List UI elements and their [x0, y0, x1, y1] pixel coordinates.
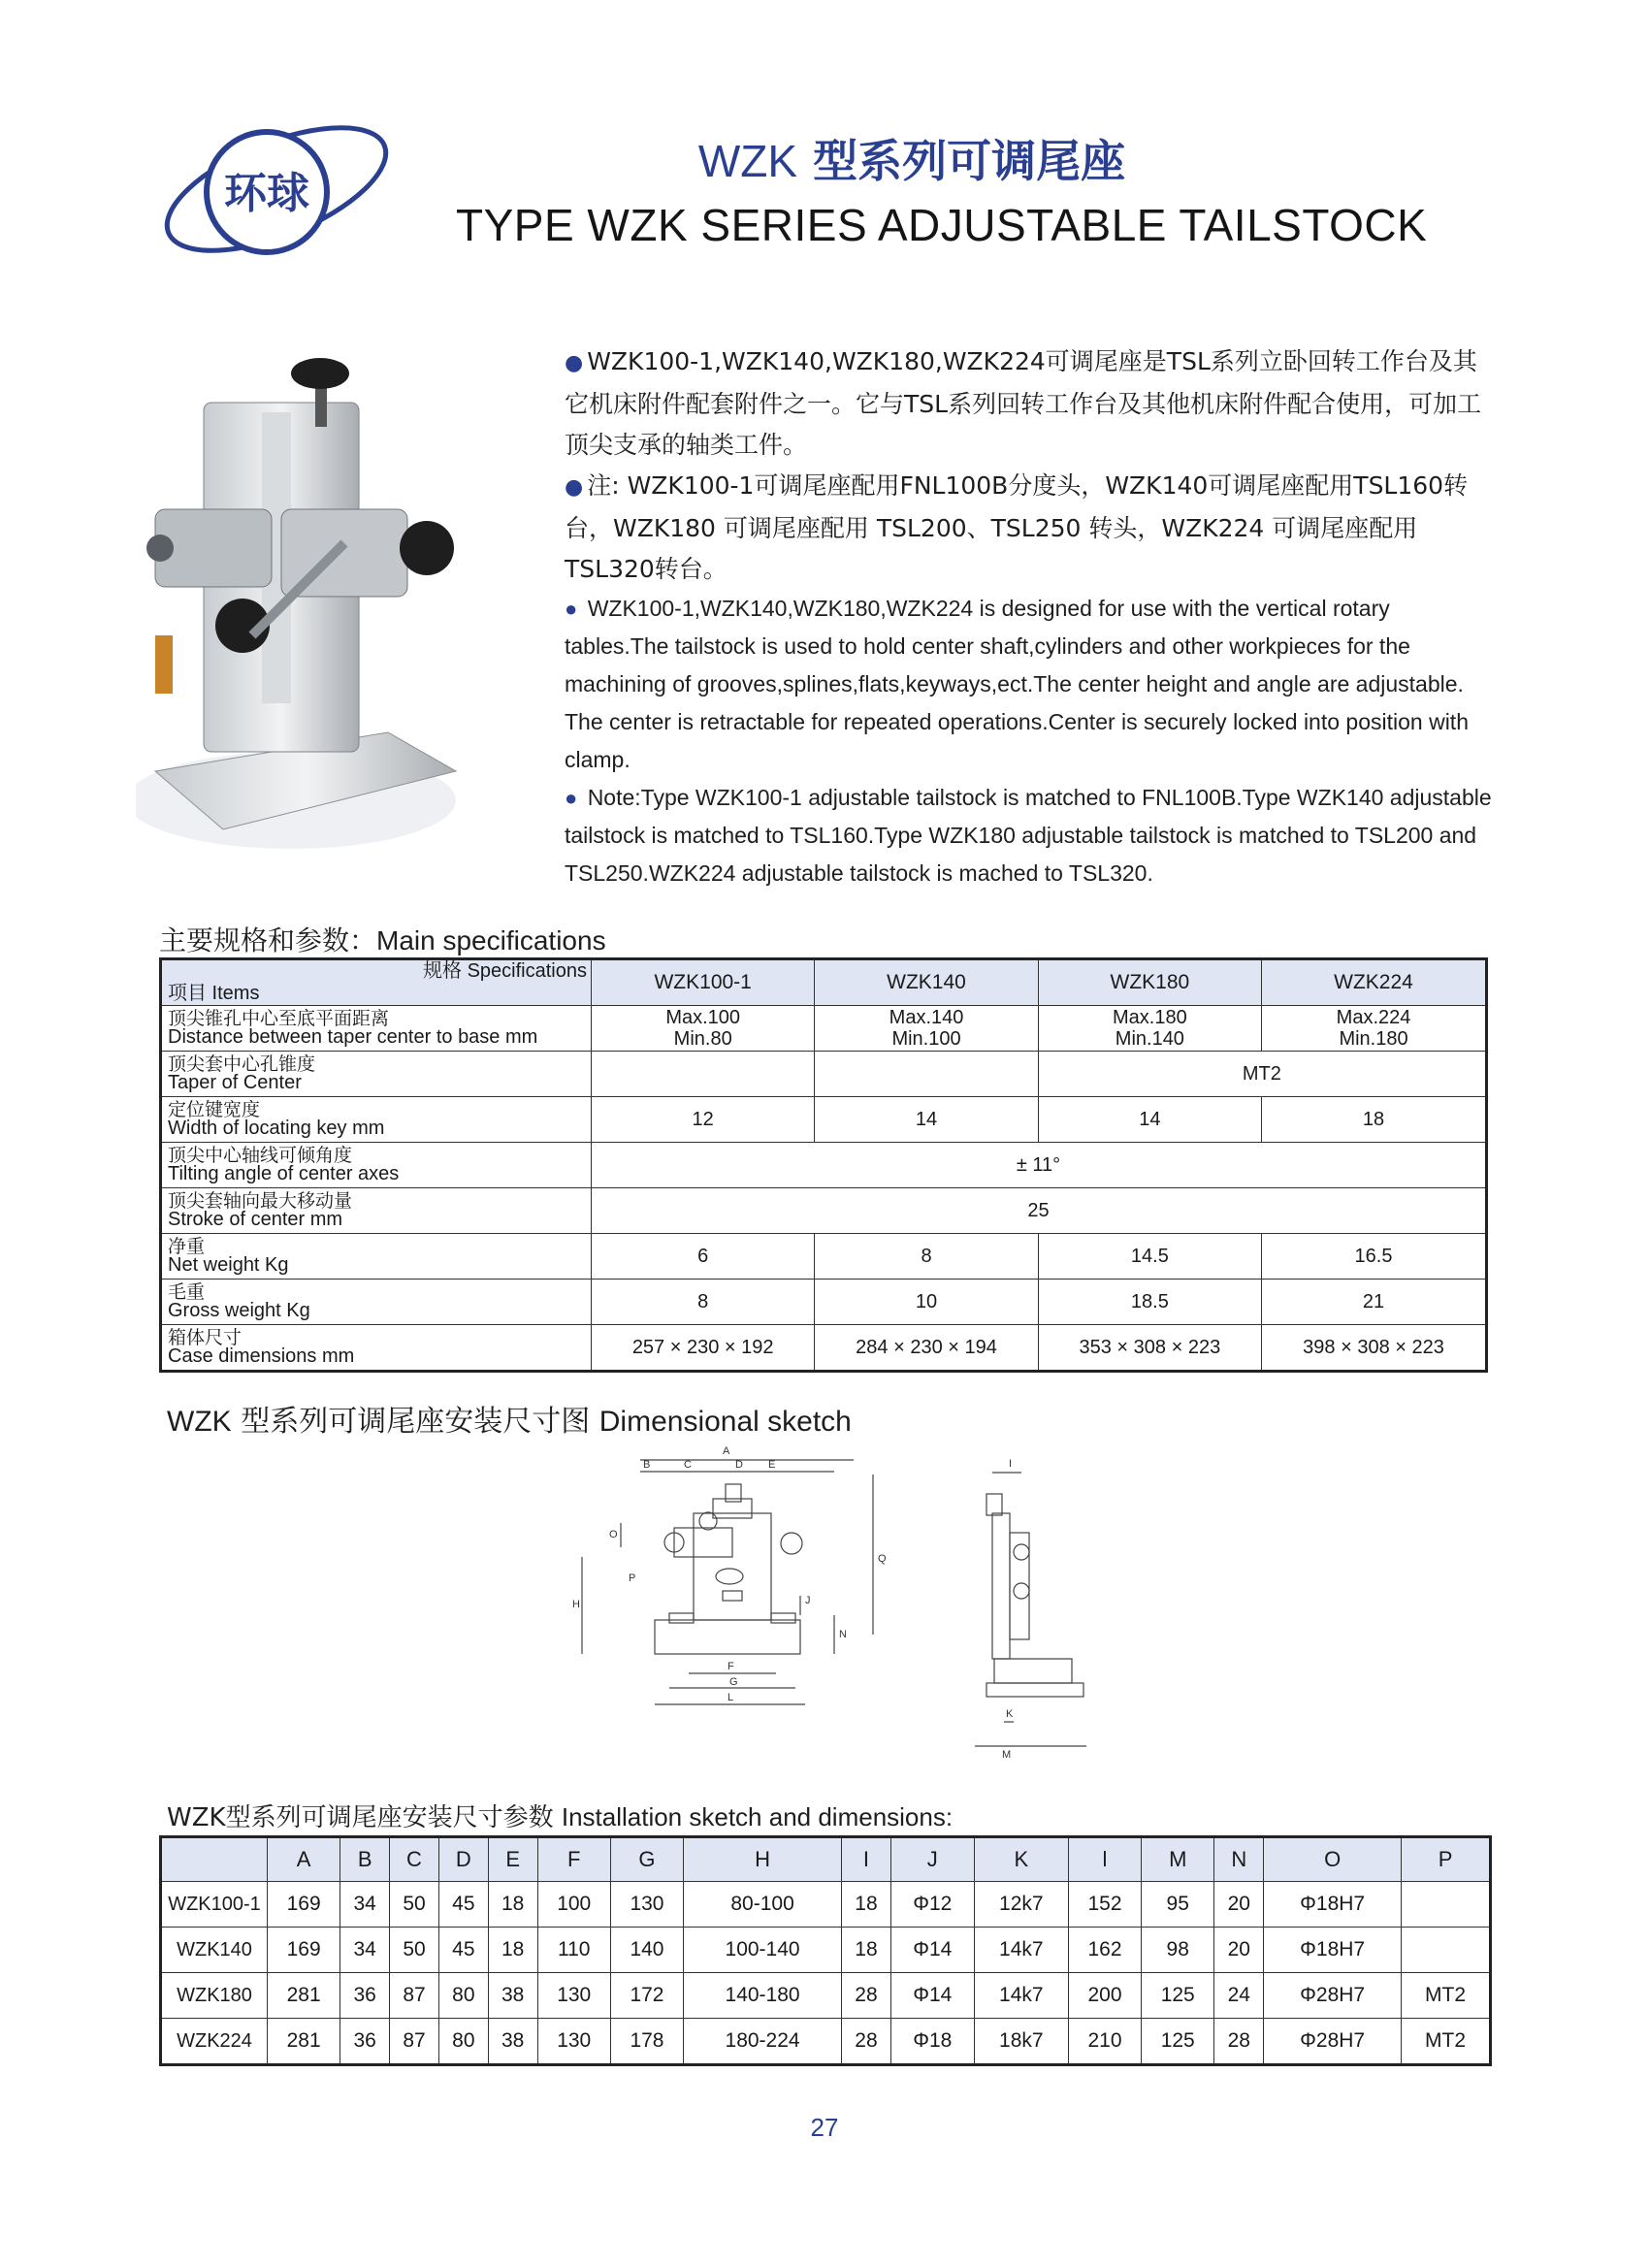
table-cell: 18 — [488, 1882, 537, 1928]
table-cell: 36 — [340, 2019, 390, 2065]
column-header: M — [1142, 1837, 1214, 1882]
dim-label: D — [735, 1459, 743, 1471]
spec-cell: Max.224 Min.180 — [1262, 1006, 1487, 1052]
spec-heading: 主要规格和参数：Main specifications — [159, 924, 606, 956]
column-header: G — [610, 1837, 683, 1882]
table-cell: 87 — [390, 2019, 439, 2065]
table-cell: 130 — [537, 1973, 610, 2019]
row-label: 毛重 Gross weight Kg — [161, 1280, 592, 1325]
table-cell: 36 — [340, 1973, 390, 2019]
table-cell: Φ12 — [890, 1882, 974, 1928]
intro-cn-1: ● WZK100-1,WZK140,WZK180,WZK224可调尾座是TSL系列立卧回转工作台及其它机床附件配套附件之一。它与TSL系列回转工作台及其他机床附件配合使用，可加工顶尖支承的轴类工件。 — [565, 347, 1482, 459]
dim-label: B — [643, 1459, 651, 1471]
spec-cell: Max.100 Min.80 — [592, 1006, 815, 1052]
table-cell: 28 — [842, 2019, 891, 2065]
table-cell: 281 — [268, 2019, 340, 2065]
table-cell: Φ14 — [890, 1973, 974, 2019]
model-header: WZK100-1 — [592, 959, 815, 1006]
dim-label: F — [728, 1661, 734, 1672]
column-header: N — [1214, 1837, 1264, 1882]
column-header: K — [974, 1837, 1068, 1882]
spec-row-distance — [161, 1006, 1487, 1052]
table-cell: 45 — [438, 1928, 488, 1973]
table-cell: Φ28H7 — [1264, 2019, 1402, 2065]
dim-label: E — [768, 1459, 776, 1471]
spec-cell: 14 — [815, 1097, 1038, 1143]
row-label: 顶尖中心轴线可倾角度 Tilting angle of center axes — [161, 1143, 592, 1188]
spec-row-key — [161, 1097, 1487, 1143]
dimensional-sketch-side — [965, 1455, 1091, 1770]
spec-cell: 257 × 230 × 192 — [592, 1325, 815, 1372]
model-header: WZK224 — [1262, 959, 1487, 1006]
table-cell: 12k7 — [974, 1882, 1068, 1928]
spec-cell: Max.180 Min.140 — [1038, 1006, 1261, 1052]
dim-label: I — [1009, 1458, 1013, 1470]
spec-cell: 353 × 308 × 223 — [1038, 1325, 1261, 1372]
dim-label: P — [629, 1572, 636, 1584]
dim-label: G — [729, 1676, 738, 1688]
spec-row-net-weight — [161, 1234, 1487, 1280]
table-cell: 140-180 — [684, 1973, 842, 2019]
intro-en-2: ● Note:Type WZK100-1 adjustable tailstock is matched to FNL100B.Type WZK140 adjustable tailstock is matched to TSL160.Type WZK180 adjustable tailstock is matched to TSL200 and TSL250.WZK224 adjustable tailstock is mached to TSL320. — [565, 785, 1492, 886]
table-cell: 18k7 — [974, 2019, 1068, 2065]
table-cell: 18 — [842, 1882, 891, 1928]
table-row — [161, 1973, 1491, 2019]
table-cell: 24 — [1214, 1973, 1264, 2019]
table-cell: 28 — [1214, 2019, 1264, 2065]
table-cell: 152 — [1068, 1882, 1141, 1928]
bullet-icon: ● — [565, 786, 578, 810]
table-row — [161, 1928, 1491, 1973]
table-cell: Φ18 — [890, 2019, 974, 2065]
table-cell: 130 — [537, 2019, 610, 2065]
column-header: A — [268, 1837, 340, 1882]
spec-cell: Max.140 Min.100 — [815, 1006, 1038, 1052]
table-cell: 200 — [1068, 1973, 1141, 2019]
dim-label: J — [805, 1595, 811, 1606]
column-header: P — [1402, 1837, 1491, 1882]
table-cell: 100-140 — [684, 1928, 842, 1973]
table-cell: 45 — [438, 1882, 488, 1928]
table-cell: 178 — [610, 2019, 683, 2065]
table-cell: 50 — [390, 1882, 439, 1928]
column-header: E — [488, 1837, 537, 1882]
table-cell: 140 — [610, 1928, 683, 1973]
spec-row-gross-weight — [161, 1280, 1487, 1325]
install-table — [159, 1835, 1492, 2066]
tailstock-product-image — [136, 344, 466, 849]
table-cell: 125 — [1142, 2019, 1214, 2065]
intro-cn-2: ● 注: WZK100-1可调尾座配用FNL100B分度头，WZK140可调尾座配用TSL160转台，WZK180 可调尾座配用 TSL200、TSL250 转头，WZK224 可调尾座配用TSL320转台。 — [565, 471, 1469, 583]
table-cell: 20 — [1214, 1882, 1264, 1928]
spec-cell: 18 — [1262, 1097, 1487, 1143]
dim-label: A — [723, 1445, 730, 1457]
spec-row-stroke — [161, 1188, 1487, 1234]
dim-label: M — [1002, 1749, 1012, 1761]
spec-cell: 12 — [592, 1097, 815, 1143]
table-cell: WZK140 — [161, 1928, 268, 1973]
model-header: WZK180 — [1038, 959, 1261, 1006]
model-header: WZK140 — [815, 959, 1038, 1006]
corner-bottom-label: 项目 Items — [168, 983, 260, 1004]
spec-cell: ± 11° — [592, 1143, 1487, 1188]
sketch-heading: WZK 型系列可调尾座安装尺寸图 Dimensional sketch — [167, 1405, 852, 1439]
table-cell: 20 — [1214, 1928, 1264, 1973]
column-header: J — [890, 1837, 974, 1882]
bullet-icon: ● — [565, 351, 584, 375]
spec-row-tilt — [161, 1143, 1487, 1188]
table-cell: 110 — [537, 1928, 610, 1973]
spec-table — [159, 957, 1488, 1373]
column-header: B — [340, 1837, 390, 1882]
table-cell: WZK180 — [161, 1973, 268, 2019]
table-cell: 14k7 — [974, 1973, 1068, 2019]
table-cell: WZK224 — [161, 2019, 268, 2065]
table-cell: 80-100 — [684, 1882, 842, 1928]
column-header: C — [390, 1837, 439, 1882]
spec-cell: 16.5 — [1262, 1234, 1487, 1280]
page-title-en: TYPE WZK SERIES ADJUSTABLE TAILSTOCK — [456, 200, 1428, 250]
bullet-icon: ● — [565, 475, 584, 500]
table-cell: 87 — [390, 1973, 439, 2019]
install-heading: WZK型系列可调尾座安装尺寸参数 Installation sketch and dimensions: — [167, 1802, 954, 1832]
dim-label: L — [728, 1692, 734, 1703]
page-number: 27 — [810, 2113, 839, 2142]
table-cell: 172 — [610, 1973, 683, 2019]
intro-text — [541, 341, 1492, 892]
spec-cell — [815, 1052, 1038, 1097]
spec-cell: 284 × 230 × 194 — [815, 1325, 1038, 1372]
table-cell: 169 — [268, 1882, 340, 1928]
table-cell — [1402, 1882, 1491, 1928]
row-label: 顶尖套中心孔锥度 Taper of Center — [161, 1052, 592, 1097]
corner-top-label: 规格 Specifications — [423, 960, 587, 982]
table-cell: 80 — [438, 1973, 488, 2019]
table-cell: 95 — [1142, 1882, 1214, 1928]
table-cell — [1402, 1928, 1491, 1973]
row-label: 箱体尺寸 Case dimensions mm — [161, 1325, 592, 1372]
spec-cell: 8 — [592, 1280, 815, 1325]
spec-cell: 14 — [1038, 1097, 1261, 1143]
table-cell: 180-224 — [684, 2019, 842, 2065]
table-cell: 18 — [842, 1928, 891, 1973]
dim-label: N — [839, 1629, 847, 1640]
table-cell: 18 — [488, 1928, 537, 1973]
spec-row-taper — [161, 1052, 1487, 1097]
spec-cell: 6 — [592, 1234, 815, 1280]
spec-cell: 21 — [1262, 1280, 1487, 1325]
spec-cell: 14.5 — [1038, 1234, 1261, 1280]
table-cell: WZK100-1 — [161, 1882, 268, 1928]
spec-cell: 18.5 — [1038, 1280, 1261, 1325]
dim-label: Q — [878, 1553, 887, 1565]
spec-header-row — [161, 959, 1487, 1006]
spec-row-case — [161, 1325, 1487, 1372]
spec-cell: 398 × 308 × 223 — [1262, 1325, 1487, 1372]
table-cell: 80 — [438, 2019, 488, 2065]
dim-label: K — [1006, 1708, 1014, 1720]
table-cell: 34 — [340, 1928, 390, 1973]
row-label: 净重 Net weight Kg — [161, 1234, 592, 1280]
table-cell: 38 — [488, 1973, 537, 2019]
row-label: 顶尖锥孔中心至底平面距离 Distance between taper center to base mm — [161, 1006, 592, 1052]
column-header: D — [438, 1837, 488, 1882]
table-cell: 34 — [340, 1882, 390, 1928]
table-cell: 281 — [268, 1973, 340, 2019]
table-cell: 162 — [1068, 1928, 1141, 1973]
intro-en-1: ● WZK100-1,WZK140,WZK180,WZK224 is designed for use with the vertical rotary tables.The tailstock is used to hold center shaft,cylinders and other workpieces for the machining of grooves,splines,flats,keyways,ect.The center height and angle are adjustable. The center is retractable for repeated operations.Center is securely locked into position with clamp. — [565, 596, 1469, 772]
row-label: 定位键宽度 Width of locating key mm — [161, 1097, 592, 1143]
spec-cell: 10 — [815, 1280, 1038, 1325]
table-cell: 125 — [1142, 1973, 1214, 2019]
page-title-cn: WZK 型系列可调尾座 — [697, 135, 1126, 187]
spec-corner-cell — [161, 959, 592, 1006]
table-cell: 130 — [610, 1882, 683, 1928]
table-cell: 210 — [1068, 2019, 1141, 2065]
table-cell: MT2 — [1402, 2019, 1491, 2065]
column-header: I — [842, 1837, 891, 1882]
spec-cell — [592, 1052, 815, 1097]
table-cell: MT2 — [1402, 1973, 1491, 2019]
spec-cell: 25 — [592, 1188, 1487, 1234]
table-row — [161, 2019, 1491, 2065]
table-cell: 98 — [1142, 1928, 1214, 1973]
table-cell: 28 — [842, 1973, 891, 2019]
column-header: l — [1068, 1837, 1141, 1882]
table-cell: 50 — [390, 1928, 439, 1973]
install-header-row — [161, 1837, 1491, 1882]
logo-text: 环球 — [224, 169, 309, 218]
row-label: 顶尖套轴向最大移动量 Stroke of center mm — [161, 1188, 592, 1234]
spec-cell: 8 — [815, 1234, 1038, 1280]
table-cell: Φ18H7 — [1264, 1928, 1402, 1973]
table-cell: 100 — [537, 1882, 610, 1928]
bullet-icon: ● — [565, 597, 578, 621]
table-cell: 38 — [488, 2019, 537, 2065]
dim-label: C — [684, 1459, 692, 1471]
spec-cell: MT2 — [1038, 1052, 1486, 1097]
column-header: O — [1264, 1837, 1402, 1882]
dim-label: H — [572, 1599, 580, 1610]
dim-label: O — [609, 1529, 618, 1540]
table-cell: 169 — [268, 1928, 340, 1973]
column-header: H — [684, 1837, 842, 1882]
table-cell: Φ18H7 — [1264, 1882, 1402, 1928]
column-header: F — [537, 1837, 610, 1882]
table-cell: 14k7 — [974, 1928, 1068, 1973]
table-cell: Φ14 — [890, 1928, 974, 1973]
table-cell: Φ28H7 — [1264, 1973, 1402, 2019]
table-row — [161, 1882, 1491, 1928]
column-header — [161, 1837, 268, 1882]
